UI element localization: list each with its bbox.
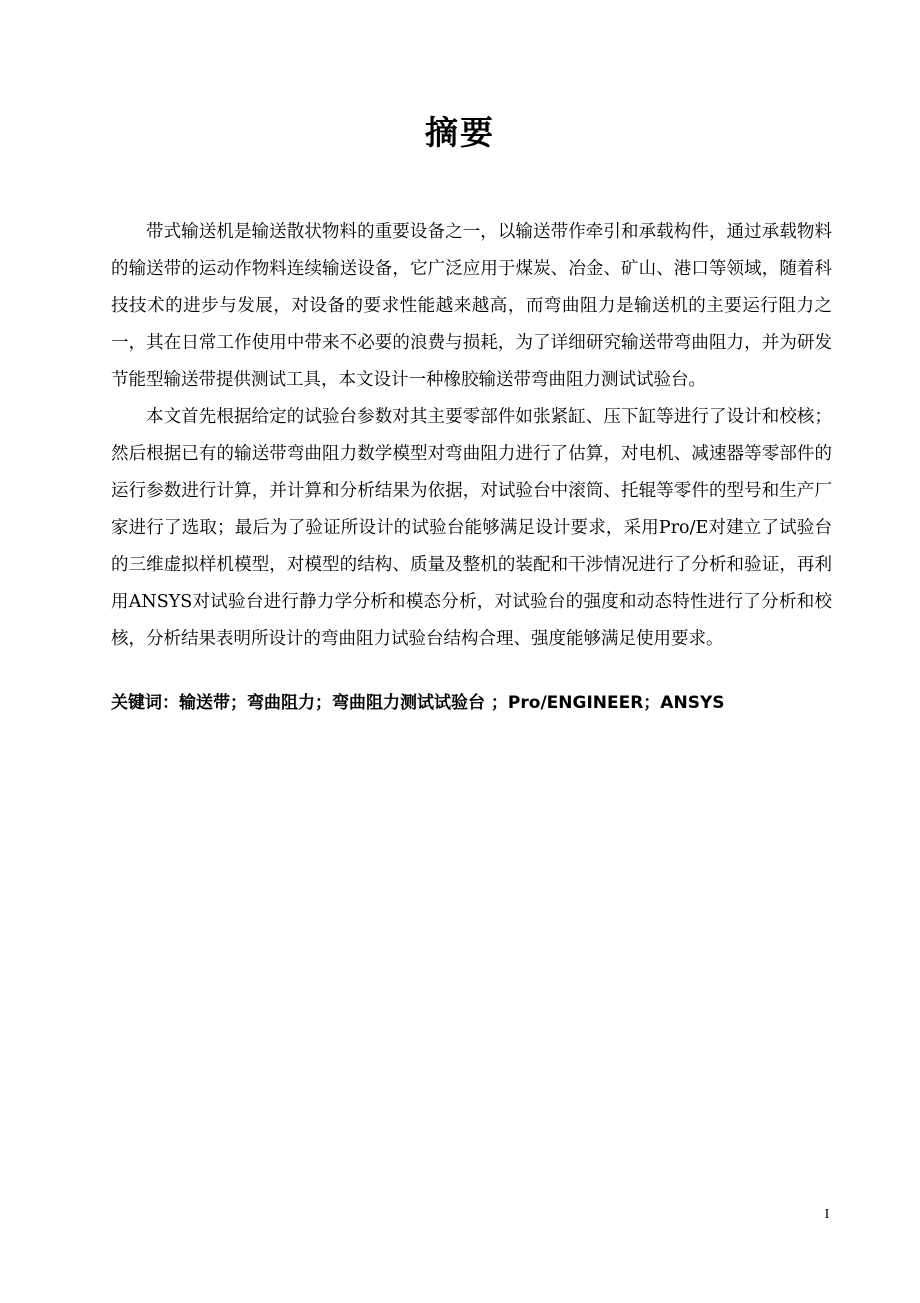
keywords-label: 关键词： (111, 693, 179, 713)
page-number: I (824, 1207, 830, 1222)
keywords-list: 输送带；弯曲阻力；弯曲阻力测试试验台 ；Pro/ENGINEER；ANSYS (179, 693, 725, 713)
abstract-paragraph-2: 本文首先根据给定的试验台参数对其主要零部件如张紧缸、压下缸等进行了设计和校核；然后根据已有的输送带弯曲阻力数学模型对弯曲阻力进行了估算，对电机、减速器等零部件的运行参数进行计算，并计算和分析结果为依据，对试验台中滚筒、托辊等零件的型号和生产厂家进行了选取；最后为了验证所设计的试验台能够满足设计要求，采用Pro/E对建立了试验台的三维虚拟样机模型，对模型的结构、质量及整机的装配和干涉情况进行了分析和验证，再利用ANSYS对试验台进行静力学分析和模态分析，对试验台的强度和动态特性进行了分析和校核，分析结果表明所设计的弯曲阻力试验台结构合理、强度能够满足使用要求。 (111, 407, 832, 649)
abstract-paragraph-1: 带式输送机是输送散状物料的重要设备之一，以输送带作牵引和承载构件，通过承载物料的输送带的运动作物料连续输送设备，它广泛应用于煤炭、冶金、矿山、港口等领域，随着科技技术的进步与发展，对设备的要求性能越来越高，而弯曲阻力是输送机的主要运行阻力之一，其在日常工作使用中带来不必要的浪费与损耗，为了详细研究输送带弯曲阻力，并为研发节能型输送带提供测试工具，本文设计一种橡胶输送带弯曲阻力测试试验台。 (111, 222, 832, 390)
abstract-title: 摘要 (425, 113, 495, 152)
keywords-line (111, 690, 832, 716)
abstract-body (111, 214, 832, 658)
